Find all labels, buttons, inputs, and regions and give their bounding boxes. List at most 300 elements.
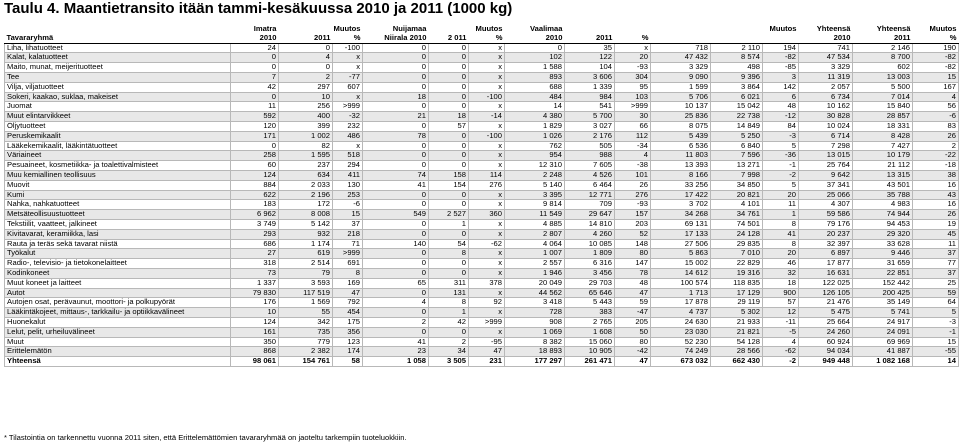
- table-cell: 4 737: [651, 308, 711, 318]
- table-cell: 74 944: [853, 210, 913, 220]
- table-cell: 0: [363, 268, 429, 278]
- table-cell: 157: [615, 210, 651, 220]
- table-row: [5, 82, 959, 92]
- table-cell: 4 307: [799, 200, 853, 210]
- table-cell: 294: [333, 161, 363, 171]
- row-label: Muut koneet ja laitteet: [5, 278, 231, 288]
- table-cell: 102: [505, 53, 565, 63]
- header-cell: 2010: [505, 34, 565, 43]
- table-cell: 122: [565, 53, 615, 63]
- table-cell: 2 110: [711, 43, 763, 53]
- table-cell: 14 849: [711, 121, 763, 131]
- table-cell: 350: [231, 337, 279, 347]
- table-cell: 253: [333, 190, 363, 200]
- table-cell: 37: [333, 219, 363, 229]
- header-cell: [565, 25, 615, 34]
- row-label: Kivitavarat, keramiikka, lasi: [5, 229, 231, 239]
- table-cell: 4: [279, 53, 333, 63]
- table-cell: 728: [505, 308, 565, 318]
- table-cell: 0: [363, 141, 429, 151]
- table-cell: -100: [333, 43, 363, 53]
- table-cell: 55: [279, 308, 333, 318]
- header-cell: Niirala 2010: [363, 34, 429, 43]
- table-cell: 13 271: [711, 161, 763, 171]
- table-cell: 1 007: [505, 249, 565, 259]
- table-cell: 3 395: [505, 190, 565, 200]
- table-cell: 13 003: [853, 72, 913, 82]
- table-cell: 16: [913, 180, 959, 190]
- table-row: [5, 347, 959, 357]
- table-cell: 14 810: [565, 219, 615, 229]
- table-cell: 276: [469, 180, 505, 190]
- table-cell: 28 566: [711, 347, 763, 357]
- table-cell: 399: [279, 121, 333, 131]
- table-cell: 673 032: [651, 357, 711, 367]
- table-row: [5, 121, 959, 131]
- table-cell: 3 606: [565, 72, 615, 82]
- table-cell: 634: [279, 170, 333, 180]
- table-cell: -100: [469, 92, 505, 102]
- table-row: [5, 53, 959, 63]
- table-cell: 59: [913, 288, 959, 298]
- table-cell: 41: [363, 180, 429, 190]
- table-cell: 8 382: [505, 337, 565, 347]
- table-cell: 79: [279, 268, 333, 278]
- header-row-2: [5, 34, 959, 43]
- table-cell: 6 840: [711, 141, 763, 151]
- table-cell: 3 702: [651, 200, 711, 210]
- table-cell: 78: [615, 268, 651, 278]
- table-cell: 1 026: [505, 131, 565, 141]
- table-cell: 4: [763, 337, 799, 347]
- row-label: Kalat, kalatuotteet: [5, 53, 231, 63]
- table-cell: 1 174: [279, 239, 333, 249]
- table-cell: 23: [363, 347, 429, 357]
- table-cell: 8 075: [651, 121, 711, 131]
- table-cell: 276: [615, 190, 651, 200]
- header-cell: 2010: [799, 34, 853, 43]
- table-cell: 383: [565, 308, 615, 318]
- table-cell: 6 962: [231, 210, 279, 220]
- table-cell: 218: [333, 229, 363, 239]
- header-cell: Vaalimaa: [529, 25, 563, 33]
- header-cell: Nuijamaa: [392, 25, 427, 33]
- row-label: Muut elintarvikkeet: [5, 112, 231, 122]
- table-cell: 400: [279, 112, 333, 122]
- table-cell: 169: [333, 278, 363, 288]
- table-cell: 7 605: [565, 161, 615, 171]
- table-cell: 31 659: [853, 259, 913, 269]
- table-cell: 11 319: [799, 72, 853, 82]
- table-cell: x: [469, 259, 505, 269]
- table-cell: 1: [429, 219, 469, 229]
- table-cell: 1 002: [279, 131, 333, 141]
- table-cell: 21: [363, 112, 429, 122]
- table-cell: 131: [429, 288, 469, 298]
- table-cell: 79 830: [231, 288, 279, 298]
- table-cell: 691: [333, 259, 363, 269]
- table-cell: 0: [429, 82, 469, 92]
- table-cell: x: [469, 102, 505, 112]
- table-cell: 0: [429, 327, 469, 337]
- table-cell: x: [333, 141, 363, 151]
- table-cell: 2 033: [279, 180, 333, 190]
- table-cell: 2 146: [853, 43, 913, 53]
- table-cell: 17 422: [651, 190, 711, 200]
- row-label: Muut: [5, 337, 231, 347]
- table-cell: 183: [231, 200, 279, 210]
- table-cell: 3 593: [279, 278, 333, 288]
- header-cell: Yhteensä: [816, 25, 851, 33]
- table-cell: 549: [363, 210, 429, 220]
- table-cell: 27 506: [651, 239, 711, 249]
- table-row: [5, 278, 959, 288]
- table-cell: 741: [799, 43, 853, 53]
- table-cell: 32 397: [799, 239, 853, 249]
- table-row: [5, 239, 959, 249]
- table-cell: 172: [279, 200, 333, 210]
- table-cell: >999: [615, 102, 651, 112]
- table-cell: 297: [279, 82, 333, 92]
- header-cell: [429, 25, 469, 34]
- table-cell: 0: [429, 151, 469, 161]
- table-cell: 4 101: [711, 200, 763, 210]
- table-cell: 988: [565, 151, 615, 161]
- row-label: Työkalut: [5, 249, 231, 259]
- table-cell: 20: [763, 190, 799, 200]
- table-cell: 1 713: [651, 288, 711, 298]
- table-cell: 29 703: [565, 278, 615, 288]
- table-cell: 8 008: [279, 210, 333, 220]
- table-cell: 3 329: [799, 63, 853, 73]
- table-cell: 34 268: [651, 210, 711, 220]
- table-cell: 98 061: [231, 357, 279, 367]
- table-cell: 60: [231, 161, 279, 171]
- table-cell: 8 166: [651, 170, 711, 180]
- table-cell: 47: [615, 288, 651, 298]
- table-cell: 10: [279, 92, 333, 102]
- table-cell: 65: [363, 278, 429, 288]
- table-cell: 20 821: [711, 190, 763, 200]
- header-cell: %: [615, 34, 651, 43]
- table-cell: 9 642: [799, 170, 853, 180]
- table-cell: 92: [469, 298, 505, 308]
- row-label: Metsäteollisuustuotteet: [5, 210, 231, 220]
- table-cell: 124: [231, 170, 279, 180]
- table-row: [5, 317, 959, 327]
- table-cell: 16 631: [799, 268, 853, 278]
- table-row: [5, 190, 959, 200]
- table-cell: 0: [279, 63, 333, 73]
- table-cell: 0: [363, 151, 429, 161]
- table-cell: 908: [505, 317, 565, 327]
- row-label: Huonekalut: [5, 317, 231, 327]
- table-cell: x: [469, 190, 505, 200]
- header-cell: 2011: [565, 34, 615, 43]
- table-cell: 126 105: [799, 288, 853, 298]
- table-cell: 311: [429, 278, 469, 288]
- table-cell: 2 765: [565, 317, 615, 327]
- table-cell: 94 034: [799, 347, 853, 357]
- table-cell: 2 057: [799, 82, 853, 92]
- table-cell: 3: [763, 72, 799, 82]
- table-row: [5, 170, 959, 180]
- header-cell: Muutos: [333, 25, 361, 33]
- table-cell: 13 393: [651, 161, 711, 171]
- table-cell: 8 700: [853, 53, 913, 63]
- table-cell: 5 302: [711, 308, 763, 318]
- table-cell: 177 297: [505, 357, 565, 367]
- table-cell: 142: [763, 82, 799, 92]
- table-cell: 0: [429, 259, 469, 269]
- header-cell: [5, 25, 231, 34]
- table-cell: x: [469, 72, 505, 82]
- table-row: [5, 327, 959, 337]
- table-cell: 48: [763, 102, 799, 112]
- table-cell: 0: [429, 141, 469, 151]
- table-cell: 14: [505, 102, 565, 112]
- table-cell: 47 432: [651, 53, 711, 63]
- table-cell: 57: [763, 298, 799, 308]
- table-cell: 3 864: [711, 82, 763, 92]
- row-label: Autojen osat, perävaunut, moottori- ja polkupyörät: [5, 298, 231, 308]
- row-label: Tekstiilit, vaatteet, jalkineet: [5, 219, 231, 229]
- table-cell: 0: [363, 63, 429, 73]
- header-cell: 2011: [853, 34, 913, 43]
- table-cell: 6 536: [651, 141, 711, 151]
- table-cell: 2 527: [429, 210, 469, 220]
- table-cell: 3 456: [565, 268, 615, 278]
- header-cell: 2011: [279, 34, 333, 43]
- table-cell: 73: [231, 268, 279, 278]
- table-cell: 21 821: [711, 327, 763, 337]
- table-cell: 94 453: [853, 219, 913, 229]
- table-cell: 541: [565, 102, 615, 112]
- table-cell: 42: [429, 317, 469, 327]
- table-cell: 64: [913, 298, 959, 308]
- table-cell: 82: [279, 141, 333, 151]
- header-cell: Yhteensä: [876, 25, 911, 33]
- table-cell: x: [469, 229, 505, 239]
- table-cell: 258: [231, 151, 279, 161]
- table-cell: 95: [615, 82, 651, 92]
- table-cell: 0: [429, 72, 469, 82]
- table-cell: 718: [651, 43, 711, 53]
- table-cell: 18: [763, 278, 799, 288]
- table-cell: 35: [565, 43, 615, 53]
- table-cell: 42: [231, 82, 279, 92]
- table-row: [5, 268, 959, 278]
- table-cell: -3: [763, 131, 799, 141]
- header-cell: Muutos: [929, 25, 957, 33]
- table-cell: -42: [615, 347, 651, 357]
- table-row: [5, 229, 959, 239]
- table-cell: x: [469, 161, 505, 171]
- table-cell: 5: [763, 141, 799, 151]
- table-cell: 25 836: [651, 112, 711, 122]
- table-cell: -11: [763, 317, 799, 327]
- table-cell: 868: [231, 347, 279, 357]
- table-cell: 24 091: [853, 327, 913, 337]
- table-cell: 32: [763, 268, 799, 278]
- table-row: [5, 337, 959, 347]
- table-cell: 0: [363, 308, 429, 318]
- table-cell: 4 983: [853, 200, 913, 210]
- table-cell: 498: [711, 63, 763, 73]
- row-label: Lääkekemikaalit, lääkintätuotteet: [5, 141, 231, 151]
- table-cell: 20 237: [799, 229, 853, 239]
- header-cell: %: [913, 34, 959, 43]
- table-cell: 607: [333, 82, 363, 92]
- table-cell: 3 505: [429, 357, 469, 367]
- table-cell: 256: [279, 102, 333, 112]
- table-cell: 33 256: [651, 180, 711, 190]
- table-cell: x: [469, 200, 505, 210]
- table-cell: 2 557: [505, 259, 565, 269]
- table-cell: 884: [231, 180, 279, 190]
- table-cell: 4 380: [505, 112, 565, 122]
- table-cell: -82: [913, 63, 959, 73]
- table-cell: 203: [615, 219, 651, 229]
- table-cell: 0: [363, 259, 429, 269]
- table-cell: 735: [279, 327, 333, 337]
- table-cell: 5 741: [853, 308, 913, 318]
- table-row: [5, 180, 959, 190]
- table-cell: 140: [363, 239, 429, 249]
- table-cell: 15 002: [651, 259, 711, 269]
- header-row-1: [5, 25, 959, 34]
- table-cell: 3 027: [565, 121, 615, 131]
- table-cell: 0: [363, 43, 429, 53]
- table-cell: >999: [469, 317, 505, 327]
- row-label: Kumi: [5, 190, 231, 200]
- table-cell: 6 714: [799, 131, 853, 141]
- table-cell: 10 024: [799, 121, 853, 131]
- table-cell: 6 021: [711, 92, 763, 102]
- table-cell: 454: [333, 308, 363, 318]
- table-cell: 688: [505, 82, 565, 92]
- table-cell: x: [615, 43, 651, 53]
- table-cell: 35 788: [853, 190, 913, 200]
- table-cell: 69 969: [853, 337, 913, 347]
- table-cell: 5 250: [711, 131, 763, 141]
- table-cell: 20: [763, 249, 799, 259]
- table-cell: 8: [429, 249, 469, 259]
- table-cell: 74 501: [711, 219, 763, 229]
- header-cell: Tavararyhmä: [5, 34, 231, 43]
- table-cell: 152 442: [853, 278, 913, 288]
- table-cell: 12: [763, 308, 799, 318]
- table-cell: -3: [913, 317, 959, 327]
- row-label: Lääkintäkojeet, mittaus-, tarkkailu- ja optiikkavälineet: [5, 308, 231, 318]
- table-cell: x: [469, 82, 505, 92]
- table-cell: 65 646: [565, 288, 615, 298]
- table-cell: 237: [279, 161, 333, 171]
- table-cell: 0: [429, 63, 469, 73]
- table-cell: 342: [279, 317, 333, 327]
- table-cell: 154: [429, 180, 469, 190]
- table-cell: 6 316: [565, 259, 615, 269]
- table-cell: 5 706: [651, 92, 711, 102]
- table-cell: -2: [763, 357, 799, 367]
- table-cell: 4 260: [565, 229, 615, 239]
- table-cell: 0: [363, 327, 429, 337]
- row-label: Radio-, televisio- ja tietokonelaitteet: [5, 259, 231, 269]
- table-row: [5, 43, 959, 53]
- table-cell: 47: [615, 357, 651, 367]
- table-row: [5, 259, 959, 269]
- table-cell: 56: [913, 102, 959, 112]
- table-cell: 1 069: [505, 327, 565, 337]
- table-cell: -14: [469, 112, 505, 122]
- table-cell: 0: [363, 249, 429, 259]
- table-cell: 1 809: [565, 249, 615, 259]
- table-cell: 5 500: [853, 82, 913, 92]
- table-cell: 27: [231, 249, 279, 259]
- table-cell: 2 248: [505, 170, 565, 180]
- table-cell: -6: [913, 112, 959, 122]
- row-label: Rauta ja teräs sekä tavarat niistä: [5, 239, 231, 249]
- table-cell: 154 761: [279, 357, 333, 367]
- table-row: [5, 298, 959, 308]
- table-cell: 0: [429, 131, 469, 141]
- table-cell: 19: [913, 219, 959, 229]
- table-cell: 0: [429, 92, 469, 102]
- table-cell: 984: [565, 92, 615, 102]
- table-cell: 232: [333, 121, 363, 131]
- table-cell: 0: [363, 200, 429, 210]
- table-cell: 7 427: [853, 141, 913, 151]
- table-cell: 8: [429, 298, 469, 308]
- row-label: Öljytuotteet: [5, 121, 231, 131]
- table-cell: 0: [363, 161, 429, 171]
- table-cell: 103: [615, 92, 651, 102]
- table-cell: 5 700: [565, 112, 615, 122]
- table-cell: 1 946: [505, 268, 565, 278]
- table-cell: 35 149: [853, 298, 913, 308]
- table-row: [5, 72, 959, 82]
- table-cell: 505: [565, 141, 615, 151]
- table-cell: 18 893: [505, 347, 565, 357]
- table-cell: 20: [615, 53, 651, 63]
- table-cell: 24: [231, 43, 279, 53]
- table-row: [5, 92, 959, 102]
- table-cell: 2: [279, 72, 333, 82]
- table-row: [5, 112, 959, 122]
- table-cell: 4 526: [565, 170, 615, 180]
- table-cell: 48: [615, 278, 651, 288]
- table-cell: 23 030: [651, 327, 711, 337]
- table-cell: 893: [505, 72, 565, 82]
- table-cell: 44 562: [505, 288, 565, 298]
- table-cell: 0: [363, 53, 429, 63]
- table-cell: 74: [363, 170, 429, 180]
- row-label: Peruskemikaalit: [5, 131, 231, 141]
- table-cell: 30 828: [799, 112, 853, 122]
- table-cell: 0: [363, 102, 429, 112]
- table-cell: x: [469, 327, 505, 337]
- table-cell: 2 176: [565, 131, 615, 141]
- table-cell: 11: [763, 200, 799, 210]
- table-cell: 16: [913, 200, 959, 210]
- table-cell: 8: [763, 219, 799, 229]
- table-cell: 47: [469, 347, 505, 357]
- table-cell: 83: [913, 121, 959, 131]
- table-cell: 14: [913, 357, 959, 367]
- table-cell: 17 129: [711, 288, 763, 298]
- table-cell: 60 924: [799, 337, 853, 347]
- table-cell: 112: [615, 131, 651, 141]
